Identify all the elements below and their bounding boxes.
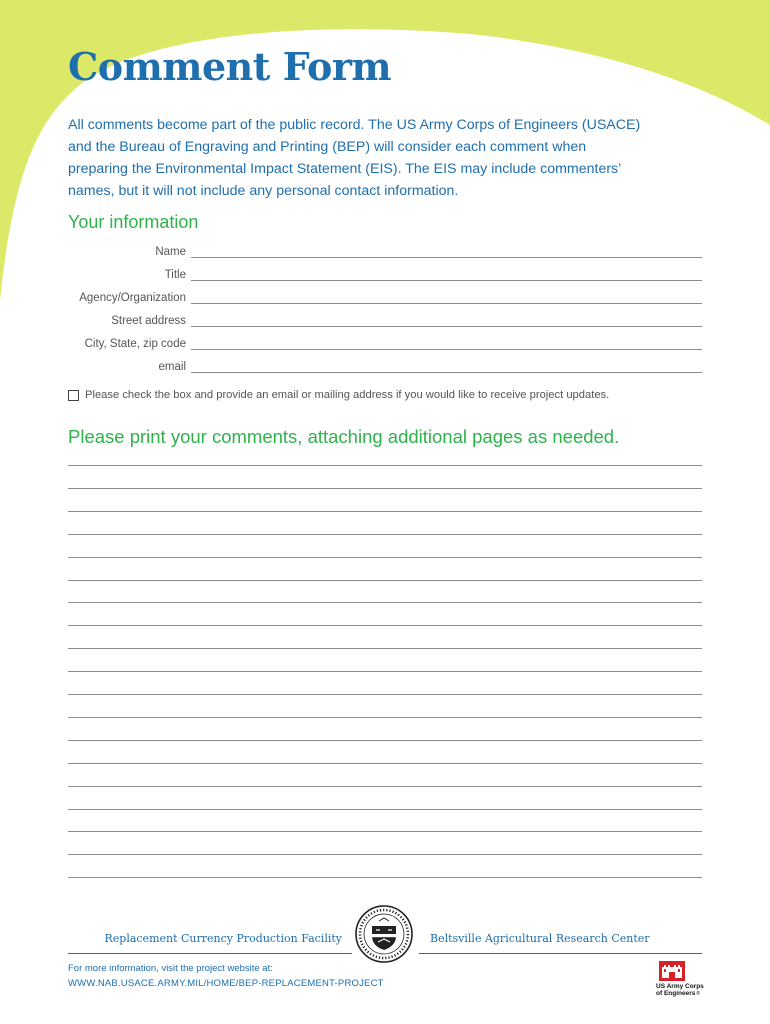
comment-line[interactable] xyxy=(68,877,702,878)
agency-input-line[interactable] xyxy=(191,303,702,304)
name-field[interactable] xyxy=(68,242,702,260)
comment-line[interactable] xyxy=(68,717,702,718)
usace-registered-mark: ® xyxy=(696,991,701,997)
comments-heading: Please print your comments, attaching additional pages as needed. xyxy=(68,426,620,447)
comment-line[interactable] xyxy=(68,511,702,512)
comment-line[interactable] xyxy=(68,625,702,626)
your-information-heading: Your information xyxy=(68,212,199,232)
title-field[interactable] xyxy=(68,265,702,283)
project-updates-option[interactable] xyxy=(68,389,708,405)
city-state-zip-field[interactable] xyxy=(68,334,702,352)
title-input-line[interactable] xyxy=(191,280,702,281)
comment-line[interactable] xyxy=(68,648,702,649)
street-address-input-line[interactable] xyxy=(191,326,702,327)
usace-wordmark xyxy=(656,983,716,998)
page-title: Comment Form xyxy=(68,44,392,89)
email-field[interactable] xyxy=(68,357,702,375)
comment-line[interactable] xyxy=(68,854,702,855)
street-address-field[interactable] xyxy=(68,311,702,329)
name-label: Name xyxy=(155,246,186,258)
usace-logo xyxy=(656,961,706,1001)
castle-icon xyxy=(659,961,685,981)
intro-paragraph: All comments become part of the public record. The US Army Corps of Engineers (USACE) and the Bureau of Engraving and Printing (BEP) will consider each comment when preparing the Environmental Impact Statement (EIS). The EIS may include commenters’ names, but it will not include any personal contact information. xyxy=(68,117,641,199)
comment-line[interactable] xyxy=(68,740,702,741)
comment-line[interactable] xyxy=(68,786,702,787)
project-website-link[interactable]: WWW.NAB.USACE.ARMY.MIL/HOME/BEP-REPLACEMENT-PROJECT xyxy=(68,978,384,989)
treasury-seal-icon xyxy=(354,904,414,964)
comment-line[interactable] xyxy=(68,534,702,535)
usace-line-2: of Engineers xyxy=(656,990,696,997)
more-info-text: For more information, visit the project website at: xyxy=(68,963,273,974)
facility-right-label: Beltsville Agricultural Research Center xyxy=(430,932,650,945)
project-updates-checkbox[interactable] xyxy=(68,390,79,401)
comment-line[interactable] xyxy=(68,809,702,810)
name-input-line[interactable] xyxy=(191,257,702,258)
title-label: Title xyxy=(164,269,186,281)
email-input-line[interactable] xyxy=(191,372,702,373)
city-state-zip-input-line[interactable] xyxy=(191,349,702,350)
usace-line-1: US Army Corps xyxy=(656,983,704,990)
comment-line[interactable] xyxy=(68,465,702,466)
street-address-label: Street address xyxy=(111,315,186,327)
footer-rule-right xyxy=(419,953,702,954)
comment-line[interactable] xyxy=(68,694,702,695)
comment-line[interactable] xyxy=(68,671,702,672)
comment-line[interactable] xyxy=(68,580,702,581)
comment-line[interactable] xyxy=(68,488,702,489)
facility-left-label: Replacement Currency Production Facility xyxy=(104,932,342,945)
project-updates-label: Please check the box and provide an email or mailing address if you would like to receive project updates. xyxy=(85,389,610,401)
agency-label: Agency/Organization xyxy=(79,292,186,304)
comment-line[interactable] xyxy=(68,557,702,558)
comment-line[interactable] xyxy=(68,763,702,764)
email-label: email xyxy=(158,361,186,373)
comment-line[interactable] xyxy=(68,602,702,603)
footer-rule-left xyxy=(68,953,352,954)
agency-field[interactable] xyxy=(68,288,702,306)
city-state-zip-label: City, State, zip code xyxy=(84,338,186,350)
comment-line[interactable] xyxy=(68,831,702,832)
